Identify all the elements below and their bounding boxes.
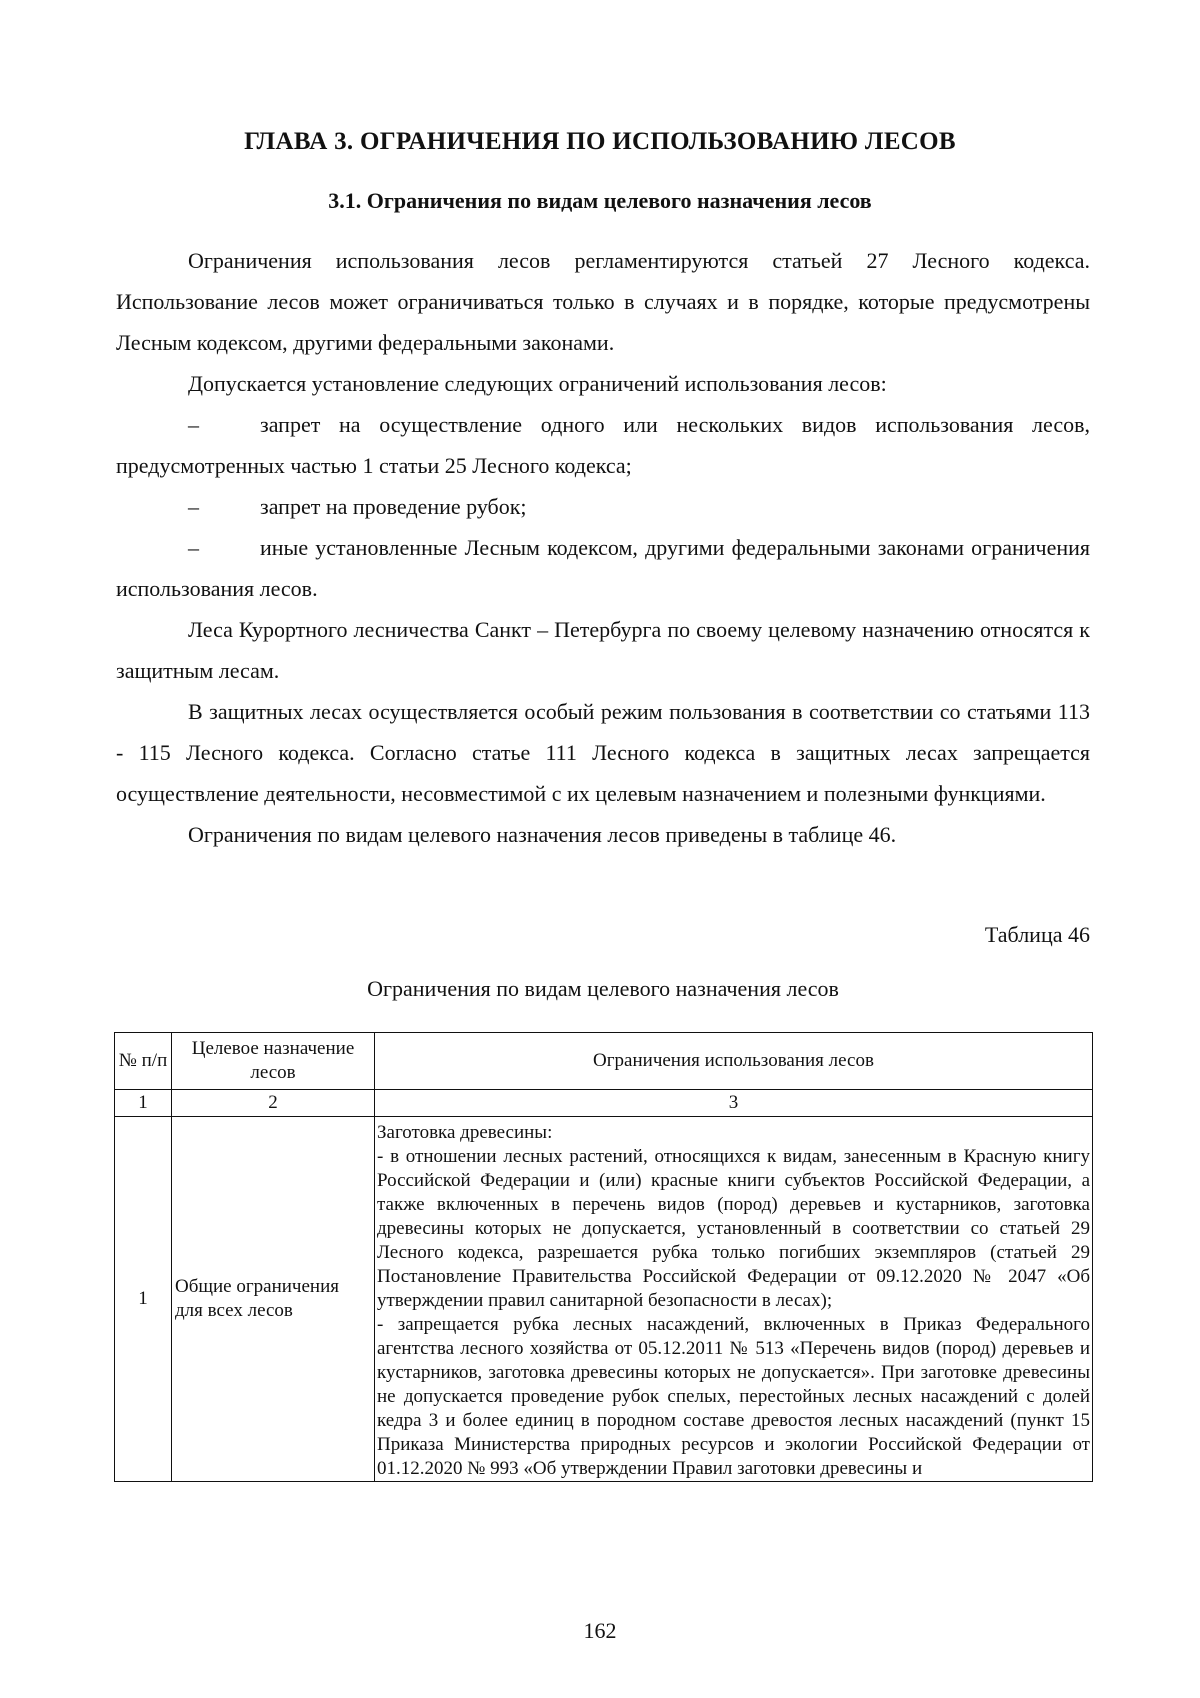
- list-dash: –: [188, 535, 199, 560]
- row-purpose: Общие ограничения для всех лесов: [172, 1117, 375, 1482]
- paragraph: В защитных лесах осуществляется особый режим пользования в соответствии со статьями 113 - 115 Лесного кодекса. Согласно статье 111 Лесного кодекса в защитных лесах запрещается осуществление деятельности, несовместимой с их целевым назначением и полезными функциями.: [116, 699, 1090, 806]
- paragraph: Допускается установление следующих ограничений использования лесов:: [188, 371, 887, 396]
- header-purpose: Целевое назначение лесов: [172, 1033, 375, 1090]
- paragraph: Ограничения по видам целевого назначения лесов приведены в таблице 46.: [188, 822, 897, 847]
- column-number-row: [115, 1090, 1093, 1117]
- limits-item: - в отношении лесных растений, относящихся к видам, занесенным в Красную книгу Российской Федерации и (или) красные книги субъектов Российской Федерации, а также включенных в перечень видов (пород) деревьев и кустарников, заготовка древесины которых не допускается, установленный в соответствии со статьей 29 Лесного кодекса, разрешается рубка только погибших экземпляров (статьей 29 Постановление Правительства Российской Федерации от 09.12.2020 № 2047 «Об утверждении правил санитарной безопасности в лесах);: [377, 1146, 1090, 1311]
- table-label: Таблица 46: [984, 922, 1090, 947]
- restrictions-table: [114, 1032, 1093, 1482]
- page-number: 162: [583, 1618, 617, 1643]
- table-caption: Ограничения по видам целевого назначения лесов: [367, 976, 839, 1001]
- body-text: [116, 240, 1090, 855]
- list-item: [116, 527, 1090, 609]
- table-row: [115, 1117, 1093, 1482]
- column-number: 3: [375, 1090, 1093, 1117]
- table-header-row: [115, 1033, 1093, 1090]
- list-item-text: запрет на осуществление одного или нескольких видов использования лесов, предусмотренных частью 1 статьи 25 Лесного кодекса;: [116, 412, 1090, 478]
- paragraph: Ограничения использования лесов регламентируются статьей 27 Лесного кодекса. Использование лесов может ограничиваться только в случаях и в порядке, которые предусмотрены Лесным кодексом, другими федеральными законами.: [116, 248, 1090, 355]
- list-item-text: иные установленные Лесным кодексом, другими федеральными законами ограничения использования лесов.: [116, 535, 1090, 601]
- column-number: 1: [115, 1090, 172, 1117]
- paragraph: Леса Курортного лесничества Санкт – Петербурга по своему целевому назначению относятся к защитным лесам.: [116, 617, 1090, 683]
- list-dash: –: [188, 494, 199, 519]
- row-num: 1: [115, 1117, 172, 1482]
- limits-heading: Заготовка древесины:: [377, 1122, 553, 1143]
- column-number: 2: [172, 1090, 375, 1117]
- row-limits: [375, 1117, 1093, 1482]
- header-num: № п/п: [115, 1033, 172, 1090]
- list-item: [116, 404, 1090, 486]
- list-dash: –: [188, 412, 199, 437]
- section-title: 3.1. Ограничения по видам целевого назначения лесов: [328, 188, 872, 213]
- list-item: [116, 486, 1090, 527]
- header-limits: Ограничения использования лесов: [375, 1033, 1093, 1090]
- limits-item: - запрещается рубка лесных насаждений, включенных в Приказ Федерального агентства лесного хозяйства от 05.12.2011 № 513 «Перечень видов (пород) деревьев и кустарников, заготовка древесины которых не допускается». При заготовке древесины не допускается проведение рубок спелых, перестойных лесных насаждений с долей кедра 3 и более единиц в породном составе древостоя лесных насаждений (пункт 15 Приказа Министерства природных ресурсов и экологии Российской Федерации от 01.12.2020 № 993 «Об утверждении Правил заготовки древесины и: [377, 1314, 1090, 1479]
- chapter-title: ГЛАВА 3. ОГРАНИЧЕНИЯ ПО ИСПОЛЬЗОВАНИЮ ЛЕСОВ: [244, 128, 956, 155]
- list-item-text: запрет на проведение рубок;: [260, 494, 527, 519]
